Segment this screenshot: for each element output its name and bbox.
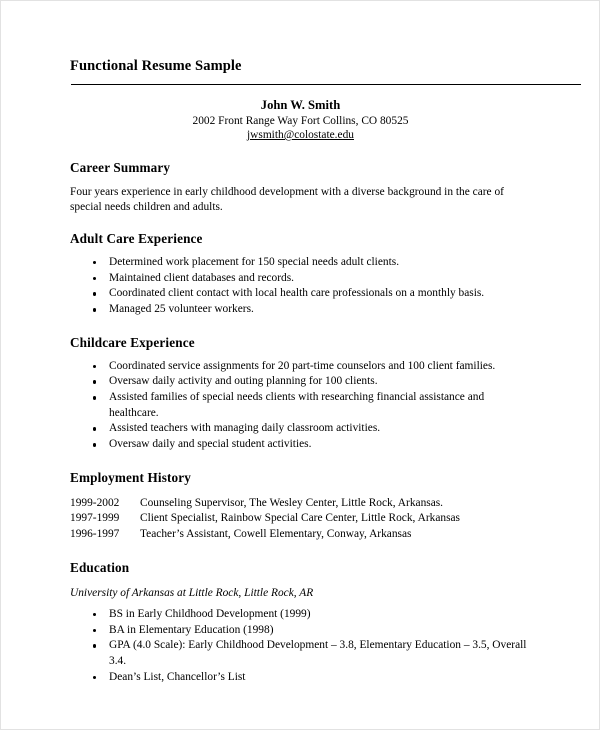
employment-years: 1996-1997 — [70, 528, 120, 541]
career-summary-text: Four years experience in early childhood development with a diverse background in the care of special needs children and adults. — [70, 185, 504, 213]
employment-description: Teacher’s Assistant, Cowell Elementary, Conway, Arkansas — [140, 528, 412, 541]
section-heading-education: Education — [70, 559, 130, 575]
candidate-name: John W. Smith — [260, 97, 341, 112]
list-item: Managed 25 volunteer workers. — [70, 302, 531, 317]
list-item: Coordinated service assignments for 20 part-time counselors and 100 client families. — [70, 359, 531, 374]
contact-block — [70, 98, 531, 143]
section-career-summary — [70, 160, 531, 215]
section-childcare — [70, 335, 531, 453]
table-row — [70, 511, 531, 527]
list-item: Assisted teachers with managing daily classroom activities. — [70, 421, 531, 436]
list-item: Dean’s List, Chancellor’s List — [70, 670, 531, 685]
section-heading-childcare: Childcare Experience — [70, 334, 195, 350]
section-education — [70, 560, 531, 685]
title-divider — [71, 84, 581, 85]
section-heading-adult-care: Adult Care Experience — [70, 230, 203, 246]
table-row — [70, 496, 531, 512]
list-item: Oversaw daily activity and outing planning for 100 clients. — [70, 374, 531, 389]
employment-description: Client Specialist, Rainbow Special Care Center, Little Rock, Arkansas — [140, 512, 460, 525]
adult-care-list — [70, 255, 531, 318]
list-item: Assisted families of special needs clients with researching financial assistance and healthcare. — [70, 390, 531, 421]
table-row — [70, 527, 531, 543]
list-item: Maintained client databases and records. — [70, 271, 531, 286]
section-heading-employment-history: Employment History — [70, 469, 192, 485]
candidate-email-link[interactable]: jwsmith@colostate.edu — [247, 129, 354, 142]
list-item: BS in Early Childhood Development (1999) — [70, 607, 531, 622]
list-item: GPA (4.0 Scale): Early Childhood Development – 3.8, Elementary Education – 3.5, Overall 3.4. — [70, 638, 531, 669]
section-employment-history — [70, 470, 531, 543]
list-item: Oversaw daily and special student activities. — [70, 437, 531, 452]
page-title: Functional Resume Sample — [70, 58, 242, 74]
list-item: Determined work placement for 150 special needs adult clients. — [70, 255, 531, 270]
education-school: University of Arkansas at Little Rock, Little Rock, AR — [70, 586, 314, 599]
section-adult-care — [70, 231, 531, 318]
page-content — [1, 1, 599, 729]
list-item: Coordinated client contact with local health care professionals on a monthly basis. — [70, 286, 531, 301]
employment-history-table — [70, 496, 531, 543]
employment-years: 1997-1999 — [70, 512, 120, 525]
list-item: BA in Elementary Education (1998) — [70, 623, 531, 638]
education-list — [70, 607, 531, 685]
section-heading-career-summary: Career Summary — [70, 159, 171, 175]
childcare-list — [70, 359, 531, 453]
candidate-address: 2002 Front Range Way Fort Collins, CO 80525 — [192, 114, 409, 127]
employment-description: Counseling Supervisor, The Wesley Center, Little Rock, Arkansas. — [140, 496, 444, 509]
employment-years: 1999-2002 — [70, 496, 120, 509]
